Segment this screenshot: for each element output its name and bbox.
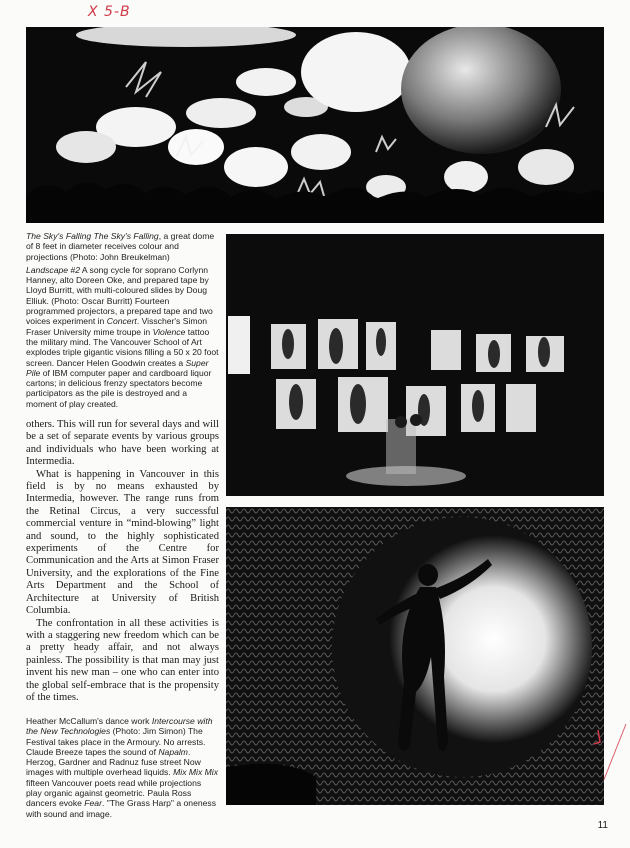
caption-text-run: . "The Grass Harp" a oneness with sound and image.: [26, 798, 217, 819]
caption-intercourse: [26, 716, 219, 819]
caption-text-run: tattoo the military mind. The Vancouver School of Art explodes triple gigantic visions filling a 50 x 20 foot screen. Dancer Helen Goodwin creates a: [26, 326, 219, 368]
body-paragraph: What is happening in Vancouver in this field is by no means exhausted by Intermedia, however. The range runs from the Retinal Circus, a very successful commercial venture in “mind-blowing” light and sound, to the highly sophisticated experiments of the Centre for Communication and the Arts at Simon Fraser University, and the explorations of the Fine Arts Department and the School of Architecture at University of British Columbia.: [26, 468, 219, 617]
photo-projection-screens: [226, 234, 604, 496]
caption-text-run: fifteen Vancouver poets read while projections play organic against geometric. Paula Ross dancers evoke: [26, 777, 202, 809]
caption-landscape: [26, 265, 219, 409]
caption-text-run: . Herzog, Gardner and Radnuz fuse street Now images with multiple overhead liquids.: [26, 746, 201, 778]
body-paragraph: others. This will run for several days and will be a set of separate events by various groups and individuals who have been working at Intermedia.: [26, 419, 219, 468]
caption-text-run: (Photo: Jim Simon) The Festival takes place in the Armoury. No arrests. Claude Breeze tapes the sound of: [26, 726, 206, 757]
caption-bottom: [26, 716, 219, 822]
handwritten-annotation: X 5-B: [88, 4, 131, 20]
caption-top: [26, 231, 219, 412]
caption-title-run: Landscape #2: [26, 264, 80, 275]
caption-text-run: . Visscher's Simon Fraser University mime troupe in: [26, 316, 208, 337]
photo-sky-falling-dome: [26, 27, 604, 223]
caption-sky-falling: [26, 231, 219, 262]
caption-title-run: Intercourse with the New Technologies: [26, 716, 213, 737]
caption-text-run: Heather McCallum's dance work: [26, 716, 152, 726]
caption-title-run: Violence: [152, 326, 186, 337]
page-number: 11: [597, 820, 608, 831]
caption-title-run: The Sky's Falling The Sky's Falling: [26, 231, 159, 241]
caption-text-run: , a great dome of 8 feet in diameter receives colour and projections (Photo: John Breukelman): [26, 231, 215, 262]
body-paragraph: The confrontation in all these activities is with a staggering new freedom which can be a pretty heady affair, and not always painless. The possibility is that man may just invent his new man – one who can enter into the global self-embrace that is the propensity of the times.: [26, 617, 219, 703]
caption-title-run: Fear: [84, 798, 102, 809]
caption-text-run: A song cycle for soprano Corlynn Hanney, alto Doreen Oke, and prepared tape by Lloyd Burritt, with multi-coloured slides by Doug Elliuk. (Photo: Oscar Burritt) Fourteen programmed projectors, a prepared tape and two voices experiment in: [26, 264, 213, 327]
caption-title-run: Napalm: [158, 746, 188, 757]
body-article-text: [26, 419, 219, 704]
caption-text-run: of IBM computer paper and cardboard liquor cartons; in delicious frenzy spectators become participators as the pile is destroyed and a moment of play created.: [26, 367, 212, 409]
projection-photo-graphic: [226, 234, 604, 496]
caption-title-run: Concert: [106, 316, 137, 327]
caption-title-run: Mix Mix Mix: [173, 767, 218, 778]
red-pen-mark: [590, 720, 630, 780]
dance-photo-graphic: [226, 507, 604, 805]
caption-title-run: Super Pile: [26, 357, 209, 378]
dome-photo-graphic: [26, 27, 604, 223]
photo-dance-intercourse: [226, 507, 604, 805]
